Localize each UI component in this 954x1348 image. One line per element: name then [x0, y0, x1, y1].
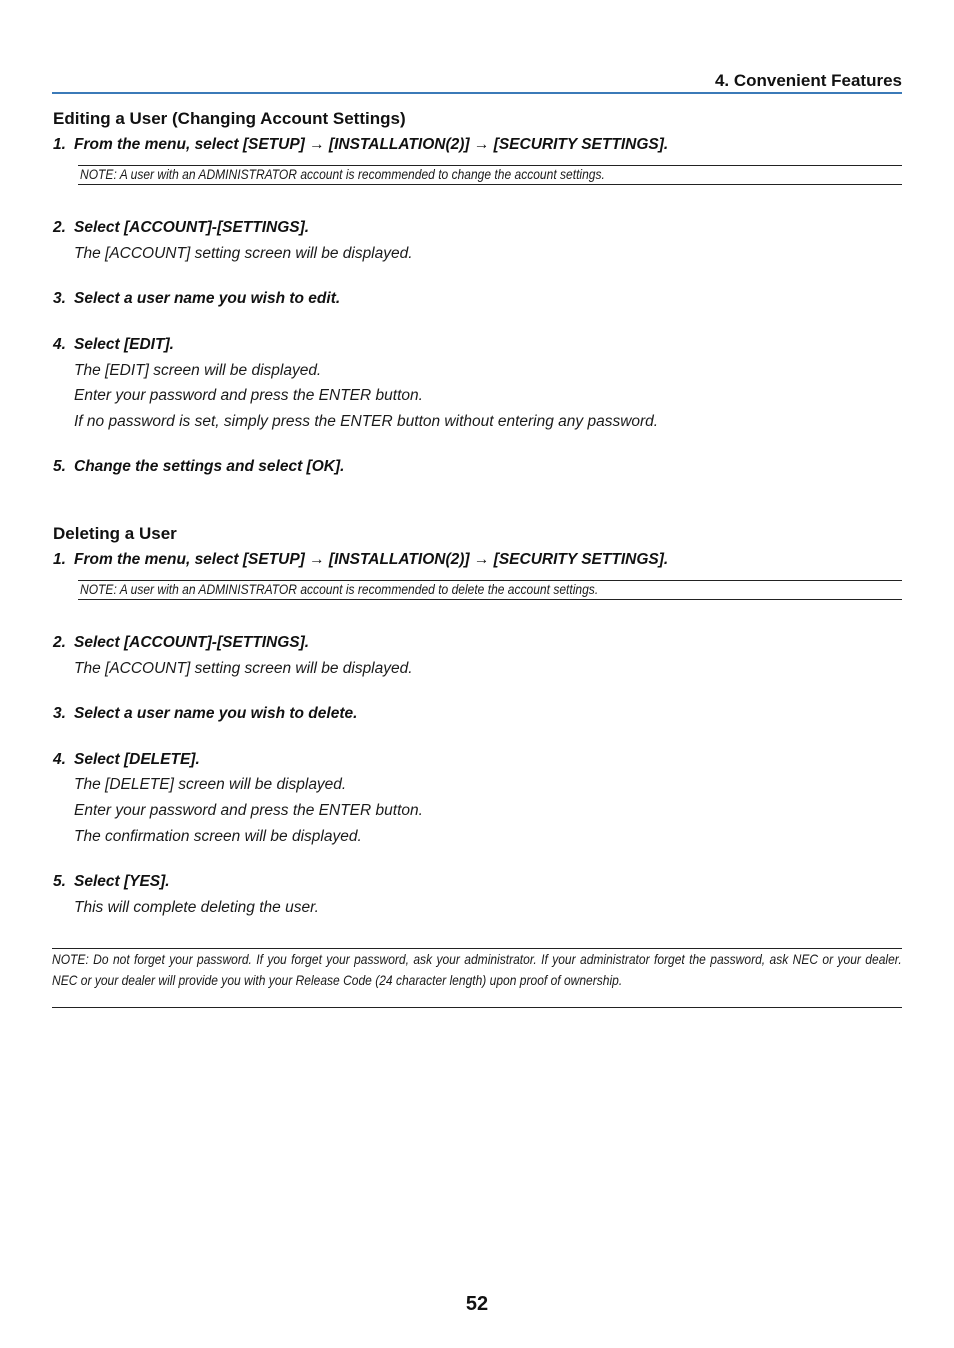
edit-step-5	[53, 458, 344, 476]
step-text: Select [EDIT].	[74, 336, 174, 353]
step-number: 1.	[53, 551, 66, 568]
delete-step-3	[53, 705, 357, 723]
step-text: Select [YES].	[74, 873, 170, 890]
edit-step-4-detail-1: The [EDIT] screen will be displayed.	[74, 362, 322, 379]
delete-note	[78, 580, 902, 600]
delete-step-5-detail: This will complete deleting the user.	[74, 899, 319, 916]
page-header	[52, 70, 902, 94]
edit-step-3	[53, 290, 340, 308]
edit-step-4-detail-2: Enter your password and press the ENTER button.	[74, 387, 423, 404]
step-number: 5.	[53, 873, 66, 890]
delete-step-5	[53, 873, 170, 891]
step-text: Select a user name you wish to edit.	[74, 290, 341, 307]
page-number: 52	[465, 1293, 489, 1315]
step-number: 4.	[53, 751, 66, 768]
delete-step-4-detail-1: The [DELETE] screen will be displayed.	[74, 776, 347, 793]
edit-step-1	[53, 136, 668, 154]
step-number: 4.	[53, 336, 66, 353]
step-number: 3.	[53, 705, 66, 722]
delete-step-1	[53, 551, 668, 569]
step-text: Select [ACCOUNT]-[SETTINGS].	[74, 219, 310, 236]
step-text: From the menu, select [SETUP] → [INSTALLATION(2)] → [SECURITY SETTINGS].	[74, 136, 669, 153]
chapter-title: 4. Convenient Features	[714, 71, 902, 90]
edit-note	[78, 165, 902, 185]
note-text: NOTE: A user with an ADMINISTRATOR account is recommended to delete the account settings.	[80, 581, 599, 597]
step-number: 1.	[53, 136, 66, 153]
edit-step-2-detail: The [ACCOUNT] setting screen will be displayed.	[74, 245, 413, 262]
delete-step-2	[53, 634, 309, 652]
section-title-editing-user: Editing a User (Changing Account Settings)	[53, 109, 406, 128]
step-text: Select [DELETE].	[74, 751, 200, 768]
delete-step-4	[53, 751, 200, 769]
edit-step-4	[53, 336, 174, 354]
step-text: From the menu, select [SETUP] → [INSTALLATION(2)] → [SECURITY SETTINGS].	[74, 551, 669, 568]
step-number: 5.	[53, 458, 66, 475]
step-text: Change the settings and select [OK].	[74, 458, 345, 475]
section-title-deleting-user: Deleting a User	[53, 524, 177, 543]
note-text: NOTE: A user with an ADMINISTRATOR account is recommended to change the account settings.	[80, 166, 605, 182]
step-number: 3.	[53, 290, 66, 307]
edit-step-2	[53, 219, 309, 237]
delete-step-4-detail-3: The confirmation screen will be displayed.	[74, 828, 362, 845]
step-text: Select [ACCOUNT]-[SETTINGS].	[74, 634, 310, 651]
step-number: 2.	[53, 634, 66, 651]
delete-step-2-detail: The [ACCOUNT] setting screen will be displayed.	[74, 660, 413, 677]
delete-step-4-detail-2: Enter your password and press the ENTER button.	[74, 802, 423, 819]
step-text: Select a user name you wish to delete.	[74, 705, 358, 722]
step-number: 2.	[53, 219, 66, 236]
edit-step-4-detail-3: If no password is set, simply press the ENTER button without entering any password.	[74, 413, 659, 430]
password-note-text: NOTE: Do not forget your password. If you forget your password, ask your administrator. If your administrator forget the password, ask NEC or your dealer. NEC or your dealer will provide you with your Release Code (24 character length) upon proof of ownership.	[52, 951, 902, 988]
password-note	[52, 948, 902, 1008]
